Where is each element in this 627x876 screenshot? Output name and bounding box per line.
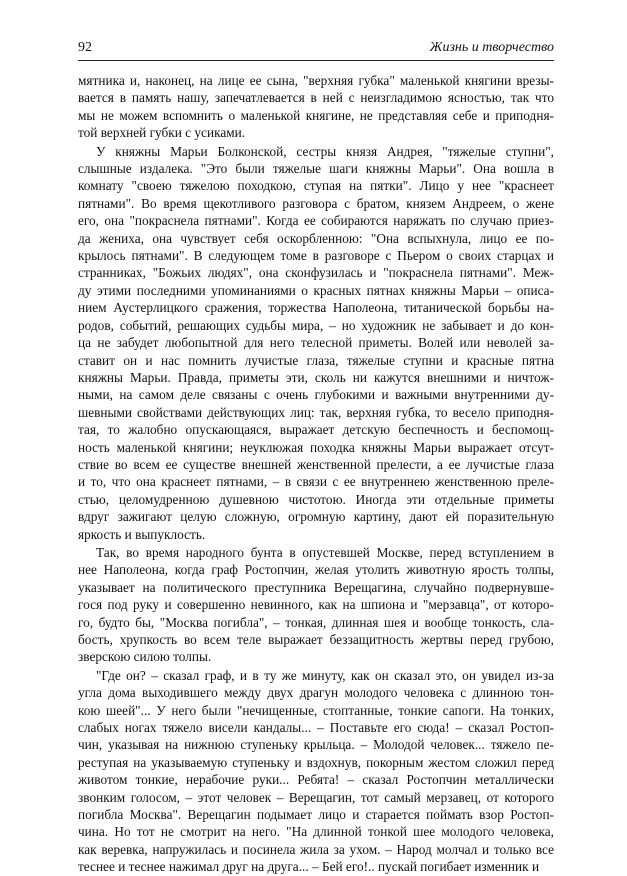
page-number: 92: [78, 40, 92, 55]
text-line: гося под руку и совершенно невинного, как на шпиона и "мерзавца", от которо-: [78, 597, 554, 613]
text-line: нием Аустерлицкого сражения, торжества Наполеона, титанической борьбы на-: [78, 300, 554, 316]
text-line: как веревка, напружилась и посинела жила за ухом. – Народ молчал и только все: [78, 841, 554, 857]
text-line: го, будто бы, "Москва погибла", – тонкая, длинная шея и вообще тонкость, сла-: [78, 614, 554, 630]
text-line: и то, что она краснеет пятнами, – в связи с ее внутреннею женственною преле-: [78, 474, 554, 490]
text-line: животом тонкие, нерабочие руки... Ребята! – сказал Ростопчин металлически: [78, 772, 554, 788]
text-line: тая, то жалобно опускающаяся, выражает детскую беспечность и беспомощ-: [78, 422, 554, 438]
text-line: чин, указывая на нижнюю ступеньку крыльца. – Молодой человек... тяжело пе-: [78, 737, 554, 753]
paragraph: [78, 667, 554, 876]
text-line: странниках, "Божьих людях", она сконфузилась и "покраснела пятнами". Меж-: [78, 265, 554, 281]
text-line: слабых ногах тяжело висели кандалы... – Поставьте его сюда! – сказал Ростоп-: [78, 720, 554, 736]
text-line: княжны Марьи. Правда, приметы эти, сколь ни кажутся внешними и ничтож-: [78, 369, 554, 385]
text-line: вается в память нашу, запечатлевается в ней с неизгладимою ясностью, так что: [78, 90, 554, 106]
text-line: У княжны Марьи Болконской, сестры князя Андрея, "тяжелые ступни",: [96, 143, 554, 159]
text-line: нее Наполеона, когда граф Ростопчин, желая утолить животную ярость толпы,: [78, 562, 554, 578]
text-line: крылось пятнами". В следующем томе в разговоре с Пьером о своих старцах и: [78, 248, 554, 264]
text-line: мятника и, наконец, на лице ее сына, "верхняя губка" маленькой княгини врезы-: [78, 73, 554, 88]
text-line: родов, событий, решающих судьбы мира, – но художник не забывает и до кон-: [78, 317, 554, 333]
text-line: его, она "покраснела пятнами". Когда ее собираются наряжать по случаю приез-: [78, 213, 554, 229]
text-line: вдруг зажигают целую сложную, огромную картину, дают ей поразительную: [78, 509, 554, 525]
text-line: кою шеей"... У него были "нечищенные, стоптанные, тонкие сапоги. На тонких,: [78, 702, 554, 718]
text-line: мы не можем вспомнить о маленькой княгине, не представляя себе и приподня-: [78, 107, 554, 123]
text-line: бость, хрупкость во всем теле выражает беззащитность жертвы перед грубою,: [78, 632, 554, 647]
text-line: ствие во всем ее существе внешней женственной прелести, а ее лучистые глаза: [78, 456, 554, 472]
paragraph: [78, 72, 554, 142]
text-line: той верхней губки с усиками.: [78, 125, 246, 141]
paragraph: [78, 544, 554, 666]
text-line: звонким голосом, – этот человек – Верещагин, тот самый мерзавец, от которого: [78, 789, 554, 805]
text-line: чина. Но тот не смотрит на него. "На длинной тонкой шее молодого человека,: [78, 824, 554, 840]
text-line: угла дома выходившего между двух драгун молодого человека с длинною тон-: [78, 685, 554, 701]
text-line: слышные издалека. "Это были тяжелые шаги княжны Марьи". Она вошла в: [78, 161, 554, 177]
running-title: Жизнь и творчество: [429, 40, 554, 55]
text-line: стью, целомудренною душевною чистотою. Иногда эти отдельные приметы: [78, 491, 554, 507]
text-line: ными, на самом деле связаны с очень глубокими и важными внутренними ду-: [78, 387, 554, 403]
text-line: да жениха, она чувствует себя оскорбленною: "Она вспыхнула, лицо ее по-: [78, 230, 554, 246]
page-header: [78, 38, 554, 61]
text-line: комнату "своею тяжелою походкою, ступая на пятки". Лицо у нее "краснеет: [78, 178, 554, 194]
text-line: ность маленькой княгини; неуклюжая походка княжны Марьи выражает отсут-: [78, 439, 554, 455]
text-line: теснее и теснее нажимал друг на друга... – Бей его!.. пускай погибает изменник и: [78, 859, 540, 875]
text-line: указывает на политического преступника Верещагина, случайно подвернувше-: [78, 579, 554, 595]
text-line: Так, во время народного бунта в опустевшей Москве, перед вступлением в: [96, 544, 554, 560]
text-line: яркость и выпуклость.: [78, 526, 206, 542]
text-line: зверскою силою толпы.: [78, 649, 212, 665]
paragraph: [78, 143, 554, 543]
text-line: погибла Москва". Верещагин подымает лицо и старается поймать взор Ростоп-: [78, 807, 554, 823]
text-line: шевными свойствами действующих лиц: так, верхняя губка, то весело приподня-: [78, 404, 554, 420]
text-line: ду этими последними упоминаниями о красных пятнах княжны Марьи – описа-: [78, 282, 554, 298]
text-line: ца не забудет любопытной для него телесной приметы. Волей или неволей за-: [78, 335, 554, 351]
text-line: реступая на указываемую ступеньку и вздохнув, покорным жестом сложил перед: [78, 754, 554, 770]
body-text: [78, 72, 554, 876]
text-line: пятнами". Во время щекотливого разговора с братом, князем Андреем, о жене: [78, 195, 554, 211]
text-line: "Где он? – сказал граф, и в ту же минуту, как он сказал это, он увидел из-за: [96, 667, 554, 683]
text-line: ставит он и нас помнить лучистые глаза, тяжелые ступни и красные пятна: [78, 352, 554, 368]
